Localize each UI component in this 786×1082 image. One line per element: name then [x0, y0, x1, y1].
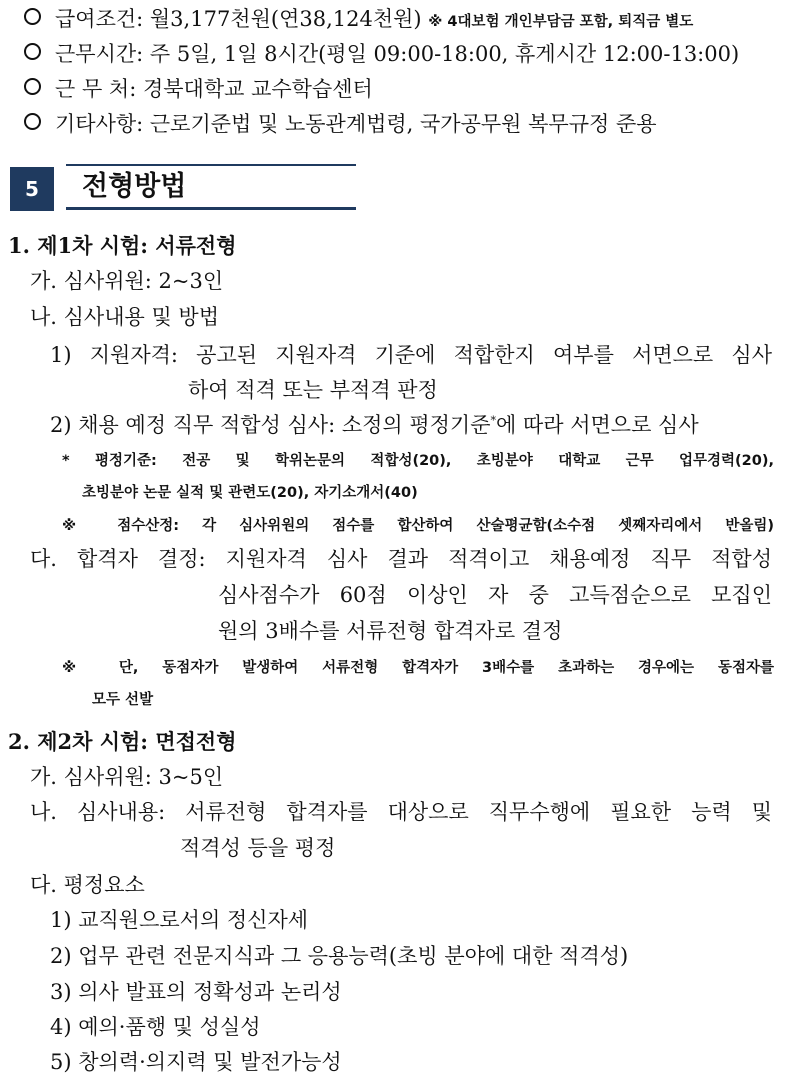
criteria-line1-text: * 평정기준: 전공 및 학위논문의 적합성(20), 초빙분야 대학교 근무 업무경력(20), — [62, 453, 774, 469]
da-line1-text: 다. 합격자 결정: 지원자격 심사 결과 적격이고 채용예정 직무 적합성 — [30, 547, 772, 571]
section-title: 전형방법 — [82, 171, 187, 202]
stage1-heading: 1. 제1차 시험: 서류전형 — [8, 233, 237, 258]
bullet-item-other — [24, 111, 657, 137]
da-line2-text: 심사점수가 60점 이상인 자 중 고득점순으로 모집인 — [218, 583, 772, 607]
score-note-text: ※ 점수산정: 각 심사위원의 점수를 합산하여 산술평균함(소수점 셋째자리에서 반올림) — [62, 518, 774, 534]
hours-text: 근무시간: 주 5일, 1일 8시간(평일 09:00-18:00, 휴게시간 12:00-13:00) — [55, 42, 740, 66]
footnote-mark: * — [490, 414, 497, 427]
stage1-da-line3: 원의 3배수를 서류전형 합격자로 결정 — [218, 619, 563, 643]
stage1-da-line1 — [30, 546, 772, 572]
criteria-note-line1 — [62, 451, 774, 471]
circle-bullet-icon — [24, 113, 41, 130]
na2-before-text: 2) 채용 예정 직무 적합성 심사: 소정의 평정기준 — [50, 413, 491, 437]
stage1-ga: 가. 심사위원: 2~3인 — [30, 269, 224, 293]
circle-bullet-icon — [24, 43, 41, 60]
criteria-note-line2: 초빙분야 논문 실적 및 관련도(20), 자기소개서(40) — [82, 485, 418, 501]
tie-note-line2: 모두 선발 — [92, 692, 154, 708]
stage1-na2 — [50, 412, 699, 438]
tie-note-line1 — [62, 658, 774, 678]
stage1-da-line2 — [218, 582, 772, 608]
bullet-item-workplace — [24, 76, 373, 102]
eval-factor-item: 4) 예의·품행 및 성실성 — [50, 1015, 261, 1039]
stage2-ga: 가. 심사위원: 3~5인 — [30, 765, 224, 789]
stage1-na1-line1 — [50, 342, 772, 368]
na2-after-text: 에 따라 서면으로 심사 — [496, 413, 699, 437]
section-title-bar — [66, 164, 356, 210]
circle-bullet-icon — [24, 78, 41, 95]
eval-factor-item: 5) 창의력·의지력 및 발전가능성 — [50, 1050, 342, 1074]
score-note — [62, 516, 774, 536]
stage2-da: 다. 평정요소 — [30, 873, 145, 897]
eval-factor-item: 1) 교직원으로서의 정신자세 — [50, 908, 309, 932]
stage2-na-line1-text: 나. 심사내용: 서류전형 합격자를 대상으로 직무수행에 필요한 능력 및 — [30, 800, 772, 824]
eval-factor-item: 3) 의사 발표의 정확성과 논리성 — [50, 980, 342, 1004]
circle-bullet-icon — [24, 8, 41, 25]
bullet-item-salary — [24, 6, 693, 35]
stage2-na-line2: 적격성 등을 평정 — [180, 836, 336, 860]
stage2-heading: 2. 제2차 시험: 면접전형 — [8, 729, 237, 754]
stage1-na1-line2: 하여 적격 또는 부적격 판정 — [188, 378, 438, 402]
stage2-na-line1 — [30, 799, 772, 825]
section-number-badge: 5 — [10, 167, 54, 211]
salary-text: 급여조건: 월3,177천원(연38,124천원) — [55, 7, 422, 31]
bullet-item-hours — [24, 41, 739, 67]
tie-line1-text: ※ 단, 동점자가 발생하여 서류전형 합격자가 3배수를 초과하는 경우에는 동점자를 — [62, 660, 774, 676]
workplace-text: 근 무 처: 경북대학교 교수학습센터 — [55, 77, 373, 101]
na1-line1-text: 1) 지원자격: 공고된 지원자격 기준에 적합한지 여부를 서면으로 심사 — [50, 343, 772, 367]
other-text: 기타사항: 근로기준법 및 노동관계법령, 국가공무원 복무규정 준용 — [55, 112, 657, 136]
salary-note: ※ 4대보험 개인부담금 포함, 퇴직금 별도 — [428, 14, 694, 30]
stage1-na: 나. 심사내용 및 방법 — [30, 305, 219, 329]
eval-factor-item: 2) 업무 관련 전문지식과 그 응용능력(초빙 분야에 대한 적격성) — [50, 944, 629, 968]
